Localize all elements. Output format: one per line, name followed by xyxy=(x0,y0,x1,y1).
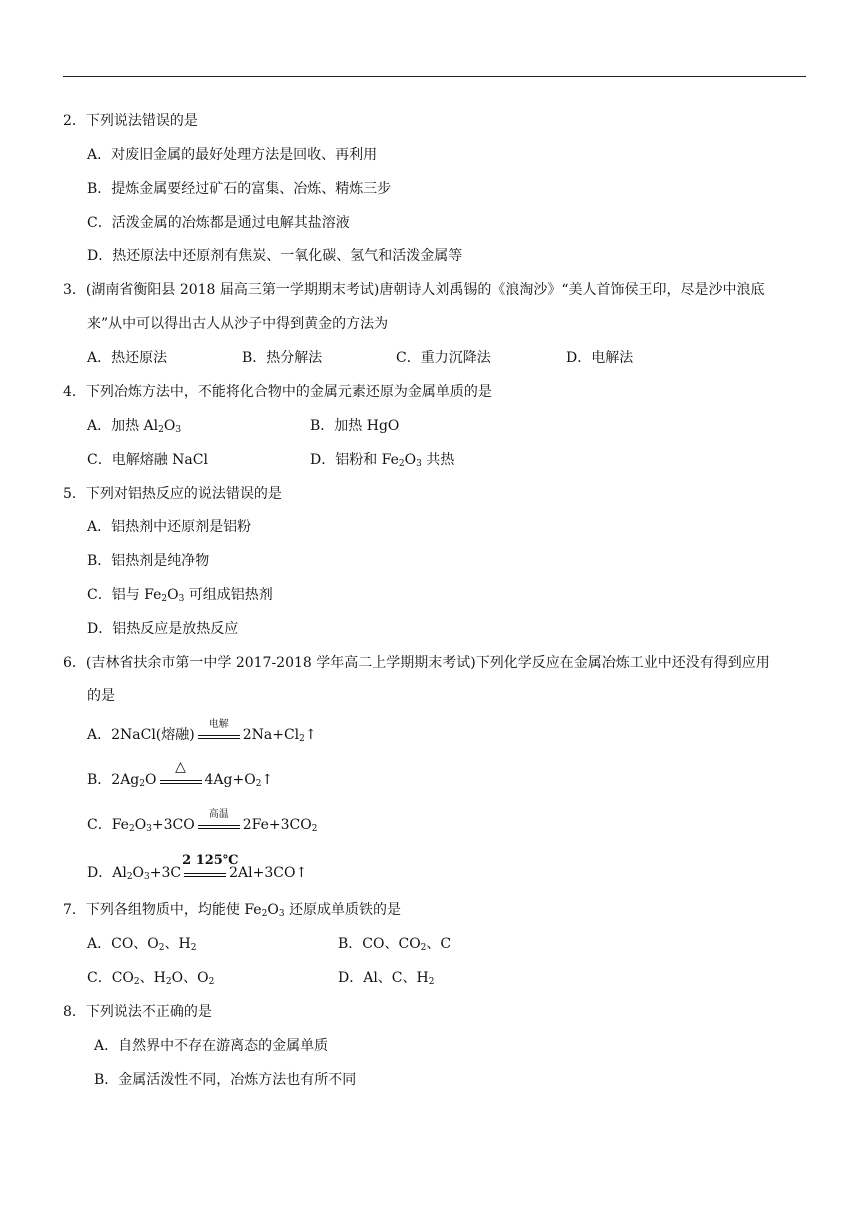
reaction-condition-arrow: 电解 xyxy=(196,725,242,745)
q4-stem: 4．下列冶炼方法中，不能将化合物中的金属元素还原为金属单质的是 xyxy=(63,384,492,400)
reaction-condition-arrow: 2 125℃ xyxy=(182,863,228,883)
q2-option-a: A．对废旧金属的最好处理方法是回收、再利用 xyxy=(87,147,378,163)
reaction-condition-arrow: △ xyxy=(158,770,204,790)
q3-option-d: D．电解法 xyxy=(566,350,634,366)
q4-option-d: D．铝粉和 $Fe_2O_3$ 共热 xyxy=(310,452,455,469)
q4-option-a: A．加热 $Al_2O_3$ xyxy=(87,418,182,435)
q3-stem-line2: 来”从中可以得出古人从沙子中得到黄金的方法为 xyxy=(87,316,389,332)
q2-stem: 2．下列说法错误的是 xyxy=(63,113,198,129)
q5-option-b: B．铝热剂是纯净物 xyxy=(87,553,210,569)
q6-stem-line1: 6．(吉林省扶余市第一中学 2017-2018 学年高二上学期期末考试)下列化学反应在金属冶炼工业中还没有得到应用 xyxy=(63,655,770,671)
q5-option-d: D．铝热反应是放热反应 xyxy=(87,621,239,637)
q3-option-b: B．热分解法 xyxy=(242,350,323,366)
q4-option-b: B．加热 HgO xyxy=(310,418,400,434)
q4-option-c: C．电解熔融 NaCl xyxy=(87,452,208,468)
q7-option-b: B．CO、$CO_2$、C xyxy=(338,936,452,953)
q7-option-a: A．CO、$O_2$、$H_2$ xyxy=(87,936,197,953)
q8-option-a: A．自然界中不存在游离态的金属单质 xyxy=(94,1038,329,1054)
q2-option-c: C．活泼金属的冶炼都是通过电解其盐溶液 xyxy=(87,215,350,231)
q2-option-b: B．提炼金属要经过矿石的富集、冶炼、精炼三步 xyxy=(87,181,392,197)
q8-stem: 8．下列说法不正确的是 xyxy=(63,1004,212,1020)
q8-option-b: B．金属活泼性不同，冶炼方法也有所不同 xyxy=(94,1072,357,1088)
q6-stem-line2: 的是 xyxy=(87,688,115,704)
q5-stem: 5．下列对铝热反应的说法错误的是 xyxy=(63,486,282,502)
header-rule xyxy=(63,76,806,77)
q2-option-d: D．热还原法中还原剂有焦炭、一氧化碳、氢气和活泼金属等 xyxy=(87,248,463,264)
reaction-condition-arrow: 高温 xyxy=(196,815,242,835)
q7-stem: 7．下列各组物质中，均能使 $Fe_2O_3$ 还原成单质铁的是 xyxy=(63,902,401,919)
q3-option-c: C．重力沉降法 xyxy=(396,350,491,366)
q5-option-a: A．铝热剂中还原剂是铝粉 xyxy=(87,519,252,535)
q3-option-a: A．热还原法 xyxy=(87,350,168,366)
q6-option-a: A．2NaCl(熔融) 电解 $2Na+Cl_2↑$ xyxy=(87,719,317,744)
q6-option-d: D．$Al_2O_3+3C$ 2 125℃ 2Al+3CO↑ xyxy=(87,853,308,882)
q6-option-c: C．$Fe_2O_3+3CO$ 高温 $2Fe+3CO_2$ xyxy=(87,809,318,834)
q5-option-c: C．铝与 $Fe_2O_3$ 可组成铝热剂 xyxy=(87,587,273,604)
q7-option-c: C．$CO_2$、$H_2O$、$O_2$ xyxy=(87,970,215,987)
q6-option-b: B．$2Ag_2O$ △ $4Ag+O_2↑$ xyxy=(87,759,274,789)
q3-stem-line1: 3．(湖南省衡阳县 2018 届高三第一学期期末考试)唐朝诗人刘禹锡的《浪淘沙》“美人首饰侯王印，尽是沙中浪底 xyxy=(63,282,765,298)
q7-option-d: D．Al、C、$H_2$ xyxy=(338,970,435,987)
